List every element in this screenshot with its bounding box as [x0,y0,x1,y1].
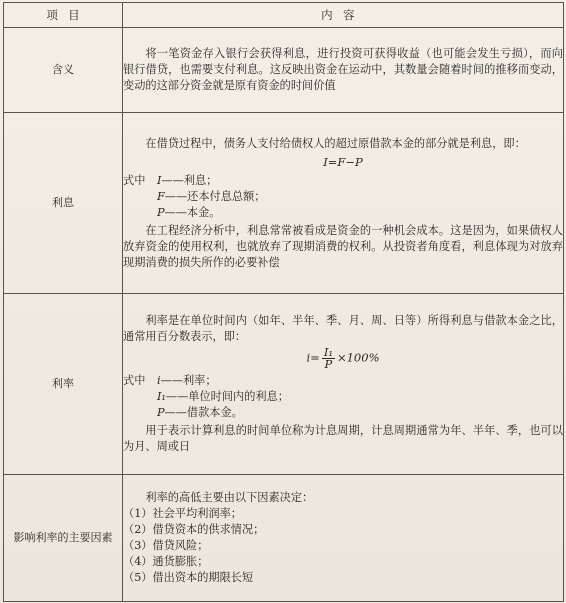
rate-definitions [123,373,563,421]
interest-def-i: 式中 I——利息； [123,173,218,187]
header-content: 内容 [123,3,564,28]
header-item: 项目 [4,3,123,28]
rate-intro: 利率是在单位时间内（如年、半年、季、月、周、日等）所得利息与借款本金之比，通常用百分数表示，即： [123,314,563,343]
rate-def-p: P——借款本金。 [157,406,243,419]
rate-note: 用于表示计算利息的时间单位称为计息周期，计息周期通常为年、半年、季，也可以为月、周或日 [123,424,563,453]
row-content-interest [123,113,564,294]
table-row-interest [4,113,564,294]
row-label-meaning: 含义 [4,28,123,113]
table-row-factors [4,475,564,602]
row-label-rate: 利率 [4,294,123,475]
factors-intro: 利率的高低主要由以下因素决定： [145,491,314,504]
rate-fraction: $\frac{\text{I₁}}{P}$ [323,345,333,371]
table-row-rate [4,294,564,475]
row-content-rate [123,294,564,475]
interest-formula: I=F−P [323,154,363,169]
content-table [3,2,564,602]
table-row-meaning [4,28,564,113]
where-label: 式中 [123,173,146,187]
list-item: （2）借贷资本的供求情况； [123,523,265,536]
interest-definitions [123,173,563,221]
list-item: （4）通货膨胀； [123,555,209,568]
interest-def-f: F——还本付息总额； [157,189,266,203]
table-header-row [4,3,564,28]
rate-formula: i= $\frac{\text{I₁}}{P}$ ×100% [306,345,380,371]
interest-def-p: P——本金。 [157,205,221,219]
row-label-interest: 利息 [4,113,123,294]
interest-intro: 在借贷过程中，债务人支付给债权人的超过原借款本金的部分就是利息，即： [145,136,526,150]
factors-list [123,506,563,586]
rate-def-i: 式中 i——利率； [123,374,217,387]
rate-def-i1: I₁——单位时间内的利息； [157,390,289,403]
list-item: （1）社会平均利润率； [123,507,242,520]
row-label-factors: 影响利率的主要因素 [4,475,123,602]
interest-note: 在工程经济分析中，利息常常被看成是资金的一种机会成本。这是因为，如果债权人放弃资金的使用权利，也就放弃了现期消费的权利。从投资者角度看，利息体现为对放弃现期消费的损失所作的必要补偿 [123,223,563,269]
meaning-text: 将一笔资金存入银行会获得利息，进行投资可获得收益（也可能会发生亏损），而向银行借贷，也需要支付利息。这反映出资金在运动中，其数量会随着时间的推移而变动，变动的这部分资金就是原有资金的时间价值 [123,47,563,92]
row-content-factors [123,475,564,602]
row-content-meaning [123,28,564,113]
list-item: （3）借贷风险； [123,539,209,552]
where-label: 式中 [123,374,146,387]
list-item: （5）借出资本的期限长短 [123,571,254,584]
